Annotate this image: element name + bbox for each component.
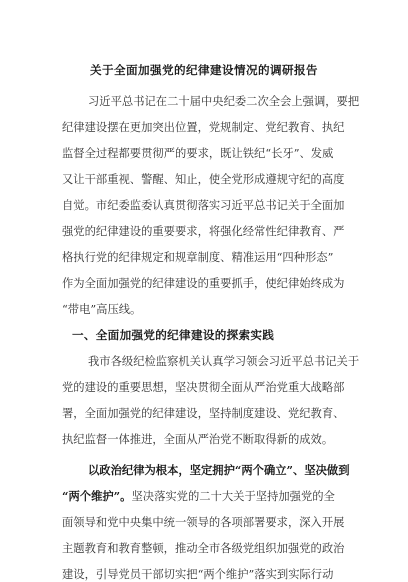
intro-line-9: “带电”高压线。 bbox=[62, 303, 142, 316]
section1-line-2: 党的建设的重要思想，坚决贯彻全面从严治党重大战略部 bbox=[62, 381, 345, 394]
intro-line-7: 格执行党的纪律规定和规章制度、精准运用“四种形态” bbox=[62, 251, 334, 264]
subsection-line-5: 建设，引导党员干部切实把“两个维护”落实到实际行动 bbox=[62, 568, 334, 581]
section-heading: 一、全面加强党的纪律建设的探索实践 bbox=[72, 328, 275, 342]
intro-line-3: 监督全过程都要贯彻严的要求，既让铁纪“长牙”、发威 bbox=[62, 147, 334, 160]
intro-line-6: 强党的纪律建设的重要要求，将强化经常性纪律教育、严 bbox=[62, 225, 345, 238]
subsection-line-2-rest: 坚决落实党的二十大关于坚持加强党的全 bbox=[131, 490, 335, 503]
intro-line-8: 作为全面加强党的纪律建设的重要抓手，使纪律始终成为 bbox=[62, 277, 345, 290]
subsection-line-4: 主题教育和教育整顿，推动全市各级党组织加强党的政治 bbox=[62, 542, 345, 555]
subsection-line-2 bbox=[62, 488, 335, 504]
intro-line-5: 自觉。市纪委监委认真贯彻落实习近平总书记关于全面加 bbox=[62, 199, 345, 212]
intro-line-4: 又让干部重视、警醒、知止，使全党形成遵规守纪的高度 bbox=[62, 173, 345, 186]
section1-line-3: 署，全面加强党的纪律建设，坚持制度建设、党纪教育、 bbox=[62, 407, 345, 420]
subsection-heading-line-1: 以政治纪律为根本，坚定拥护“两个确立”、坚决做到 bbox=[88, 463, 350, 477]
intro-line-2: 纪律建设摆在更加突出位置，党规制定、党纪教育、执纪 bbox=[62, 121, 345, 134]
section1-line-1: 我市各级纪检监察机关认真学习领会习近平总书记关于 bbox=[88, 355, 360, 368]
subsection-line-3: 面领导和党中央集中统一领导的各项部署要求，深入开展 bbox=[62, 516, 345, 529]
intro-line-1: 习近平总书记在二十届中央纪委二次全会上强调，要把 bbox=[88, 95, 360, 108]
section1-line-4: 执纪监督一体推进，全面从严治党不断取得新的成效。 bbox=[62, 433, 334, 446]
document-title: 关于全面加强党的纪律建设情况的调研报告 bbox=[90, 63, 318, 77]
subsection-heading-part-2: “两个维护”。 bbox=[62, 489, 132, 503]
